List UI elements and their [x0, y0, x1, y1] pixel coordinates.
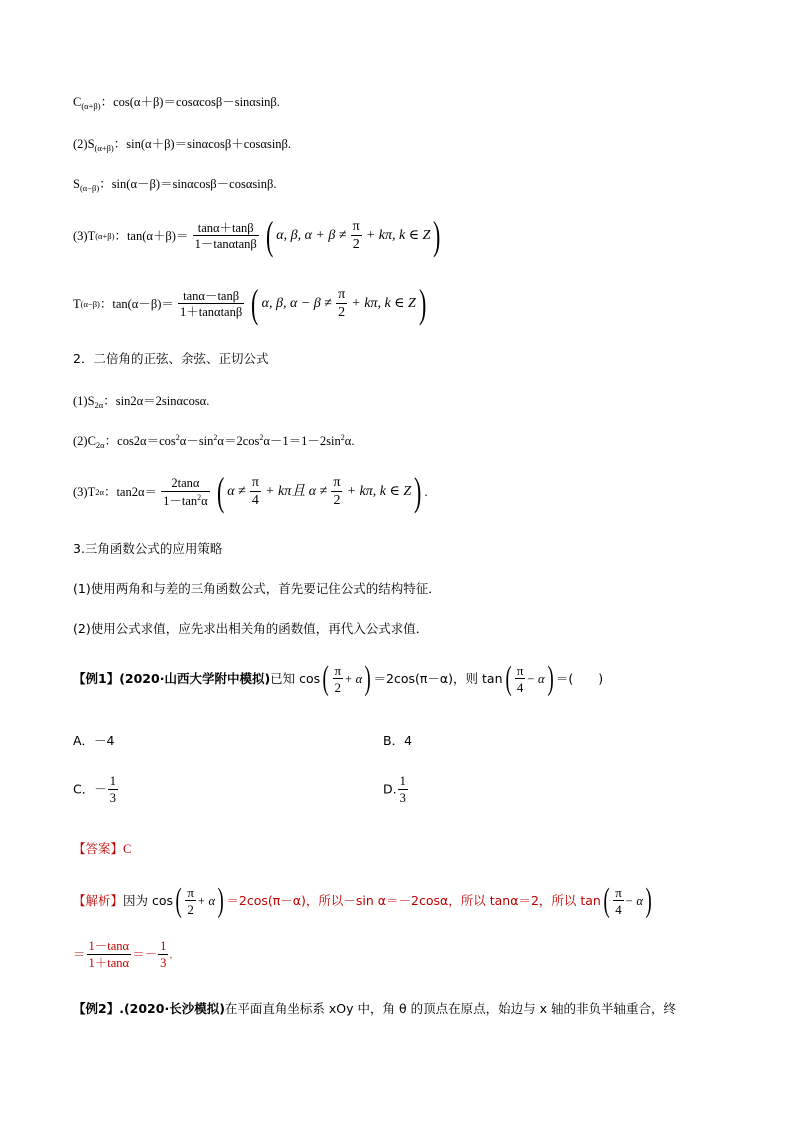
formula-cos-double [73, 434, 354, 450]
example-1-stem: 【例1】(2020·山西大学附中模拟)已知 cos( $\frac{\pi}{2}$ + α) ＝2cos(π－α)，则 tan( $\frac{\pi}{4}$ − α) ＝( ) [73, 660, 604, 697]
fraction [351, 220, 362, 252]
formula-tan-sum: (3)T(α+β)：tan(α＋β)＝ $\frac{\tan\alpha+\tan\beta}{1-\tan\alpha\tan\beta}$ ( α, β, α + β ≠ $\frac{\pi}{2}$ + kπ, k ∈ Z) [73, 213, 441, 258]
numerator: tanα＋tanβ [193, 222, 259, 237]
formula-end: . [424, 484, 428, 499]
formula-subscript: (α−β) [80, 298, 100, 309]
result-end: . [169, 947, 173, 962]
example-tag: 【例2】.(2020·长沙模拟) [73, 1001, 225, 1016]
denominator: 4 [615, 902, 622, 917]
formula-part: ：cos2α＝cos [104, 434, 176, 448]
fraction [108, 775, 118, 804]
result: ＝－ [132, 947, 158, 962]
numerator: tanα－tanβ [178, 290, 244, 305]
formula-body: ：cos(α＋β)＝cosαcosβ－sinαsinβ. [100, 95, 280, 109]
formula-subscript: 2α [94, 400, 104, 410]
formula-body: ：sin(α－β)＝sinαcosβ－cosαsinβ. [99, 177, 277, 191]
numerator: π [334, 663, 342, 678]
option-d [383, 775, 409, 804]
superscript: 2 [259, 433, 264, 442]
formula-lhs: ：tan2α＝ [103, 484, 158, 499]
numerator: π [333, 475, 341, 490]
condition: α, β, α + β ≠ [276, 228, 347, 243]
strategy-item: (2)使用公式求值，应先求出相关角的函数值，再代入公式求值． [73, 621, 429, 636]
formula-body: ：sin2α＝2sinαcosα. [103, 394, 210, 408]
formula-label: (2)C [73, 434, 96, 448]
fraction [178, 290, 244, 319]
condition: + kπ, k ∈ Z [365, 228, 431, 243]
formula-tan-double: (3)T2α：tan2α＝ $\frac{2\tan\alpha}{1-\tan^2\alpha}$ ( α ≠ $\frac{\pi}{4}$ + kπ且 α ≠ $\frac{\pi}{2}$ + kπ, k ∈ Z) . [73, 469, 428, 514]
denominator: 2 [187, 902, 194, 917]
numerator: 1 [160, 939, 167, 953]
formula-lhs: ：tan(α＋β)＝ [114, 228, 189, 243]
stem-part: − α [526, 671, 545, 686]
superscript: 2 [175, 433, 180, 442]
denominator: 3 [160, 955, 167, 970]
stem-part: + α [344, 671, 363, 686]
formula-tan-diff: T(α−β)：tan(α－β)＝ $\frac{\tan\alpha-\tan\beta}{1+\tan\alpha\tan\beta}$ ( α, β, α − β ≠ $\frac{\pi}{2}$ + kπ, k ∈ Z) [73, 281, 427, 326]
denominator: 3 [109, 790, 116, 805]
formula-label: (2)S [73, 137, 95, 151]
numerator: 1 [399, 774, 406, 788]
strategy-item: (1)使用两角和与差的三角函数公式，首先要记住公式的结构特征． [73, 581, 441, 596]
formula-part: α－1＝1－2sin [263, 434, 341, 448]
formula-part: α. [344, 434, 355, 448]
numerator: π [187, 885, 194, 900]
denominator [161, 492, 210, 508]
fraction [331, 476, 342, 508]
fraction [87, 940, 132, 969]
option-label: D. [383, 781, 397, 797]
formula-part: α－sin [179, 434, 214, 448]
numerator: π [516, 663, 524, 678]
denominator: 4 [516, 680, 524, 695]
analysis-part: − α [624, 893, 643, 908]
formula-label: (3)T [73, 228, 96, 243]
formula-subscript: (α−β) [79, 183, 100, 193]
condition: + kπ, k ∈ Z [346, 484, 412, 499]
fraction [158, 940, 168, 969]
answer-tag: 【答案】 [73, 841, 124, 856]
denominator: 2 [334, 680, 342, 695]
answer-value: C [123, 842, 132, 856]
formula-part: α＝2cos [217, 434, 260, 448]
option-a: A．－4 [73, 733, 115, 748]
fraction [185, 886, 196, 916]
condition: α ≠ [227, 484, 246, 499]
fraction [398, 775, 408, 804]
formula-label: T [73, 296, 81, 311]
fraction [193, 222, 259, 251]
formula-subscript: (α+β) [94, 143, 114, 153]
example-tag: 【例1】(2020·山西大学附中模拟) [73, 670, 271, 686]
formula-lhs: ：tan(α－β)＝ [99, 296, 174, 311]
numerator: 1 [109, 774, 116, 788]
denominator: 4 [251, 493, 259, 508]
denominator: 1－tanαtanβ [194, 237, 257, 251]
denominator: 2 [338, 305, 346, 320]
fraction [515, 664, 526, 694]
formula-label: S [73, 177, 80, 191]
denominator: 3 [399, 790, 406, 805]
formula-subscript: 2α [95, 486, 104, 497]
formula-label: C [73, 95, 82, 109]
formula-subscript: (α+β) [95, 230, 115, 241]
denominator: 2 [352, 237, 360, 252]
analysis-part: 因为 cos [123, 892, 174, 908]
fraction [161, 477, 210, 507]
numerator: 2tanα [161, 477, 210, 492]
formula-sin-sum [73, 138, 291, 153]
fraction [613, 886, 624, 916]
superscript: 2 [213, 433, 218, 442]
analysis-result [73, 940, 172, 969]
fraction [336, 288, 347, 320]
stem-part: ＝2cos(π－α)，则 tan [373, 670, 503, 686]
formula-label: (1)S [73, 394, 95, 408]
analysis-tag: 【解析】 [73, 892, 124, 908]
numerator: π [251, 475, 259, 490]
formula-sin-double [73, 395, 209, 410]
option-c [73, 775, 119, 804]
stem-part: 已知 cos [270, 670, 321, 686]
denominator: 2 [333, 493, 341, 508]
denominator: 1＋tanα [88, 955, 130, 970]
formula-sin-diff [73, 178, 276, 193]
answer-line [73, 843, 131, 856]
condition: + kπ, k ∈ Z [351, 296, 416, 311]
condition: α, β, α − β ≠ [261, 296, 332, 311]
formula-subscript: 2α [95, 440, 105, 450]
option-b: B．4 [383, 733, 413, 748]
formula-body: ：sin(α＋β)＝sinαcosβ＋cosαsinβ. [113, 137, 292, 151]
analysis-part: + α [196, 893, 216, 908]
denominator: 1＋tanαtanβ [180, 305, 243, 319]
superscript: 2 [197, 492, 202, 502]
fraction [333, 664, 344, 694]
condition: + kπ且 α ≠ [265, 484, 328, 499]
stem-part: ＝( ) [555, 670, 604, 686]
denominator-part: 1－tan [163, 493, 198, 508]
analysis-part: ＝2cos(π－α)，所以－sin α＝－2cosα，所以 tanα＝2，所以 tan [226, 892, 601, 908]
example-2-stem [73, 1003, 676, 1016]
numerator: π [615, 885, 622, 900]
denominator-part: α [201, 493, 208, 508]
formula-subscript: (α+β) [81, 101, 101, 111]
superscript: 2 [340, 433, 345, 442]
numerator: 1－tanα [88, 939, 130, 953]
numerator: π [338, 287, 346, 302]
formula-label: (3)T [73, 484, 96, 499]
stem-text: 在平面直角坐标系 xOy 中，角 θ 的顶点在原点，始边与 x 轴的非负半轴重合，终 [224, 1001, 676, 1016]
analysis-line: 【解析】因为 cos( $\frac{\pi}{2}$ + α) ＝2cos(π－α)，所以－sin α＝－2cosα，所以 tanα＝2，所以 tan( $\frac{\pi}{4}$ − α) [73, 882, 652, 919]
numerator: π [352, 219, 360, 234]
formula-cos-sum [73, 96, 280, 111]
section-heading: 2．二倍角的正弦、余弦、正切公式 [73, 351, 269, 366]
option-label: C．－ [73, 781, 107, 797]
section-heading: 3.三角函数公式的应用策略 [73, 541, 223, 556]
equals: ＝ [73, 947, 86, 962]
fraction [250, 476, 261, 508]
